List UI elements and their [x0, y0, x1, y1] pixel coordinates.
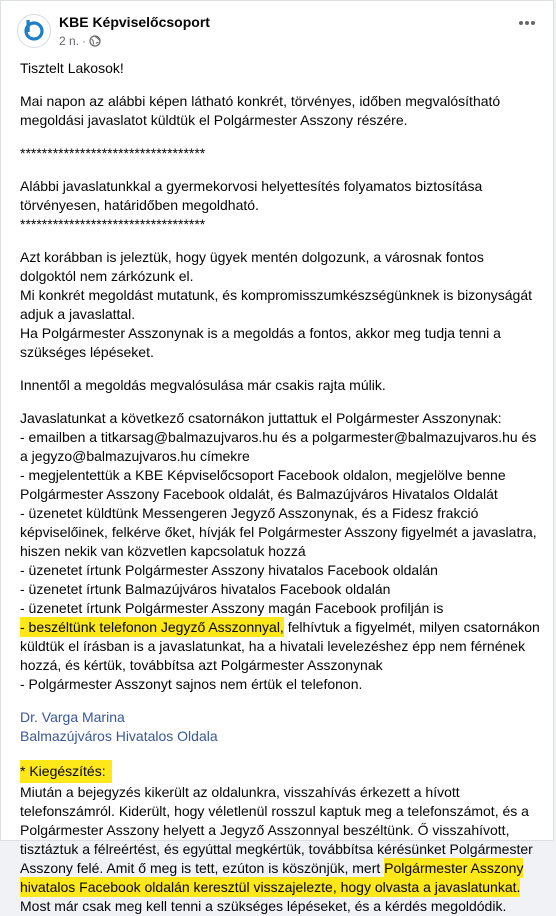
- page-avatar[interactable]: [17, 14, 51, 48]
- post-time-link[interactable]: 2 n.: [59, 34, 80, 48]
- proposal-paragraph: Alábbi javaslatunkkal a gyermekorvosi helyettesítés folyamatos biztosítása törvényesen, határidőben megoldható.: [20, 178, 483, 213]
- paragraph-1: Azt korábban is jeleztük, hogy ügyek mentén dolgozunk, a városnak fontos dolgoktól nem zárkózunk el. Mi konkrét megoldást mutatunk, és kompromisszumkészségünknek is bizonyságát adjuk a javaslattal. Ha Polgármester Asszonynak is a megoldás a fontos, akkor meg tudja tenni a szükséges lépéseket.: [20, 249, 532, 360]
- separator-stars: **********************************: [20, 145, 206, 161]
- channels-intro: Javaslatunkat a következő csatornákon juttattuk el Polgármester Asszonynak:: [20, 410, 502, 426]
- addendum-paragraph: [20, 783, 540, 916]
- tag-varga-marina-link[interactable]: Dr. Varga Marina: [20, 709, 125, 725]
- paragraph-2: Innentől a megoldás megvalósulása már csakis rajta múlik.: [20, 377, 386, 393]
- addendum-title: [20, 760, 540, 783]
- separator-stars-2: **********************************: [20, 216, 206, 232]
- phone-rest: felhívtuk a figyelmét, milyen csatornákon küldtük el írásban is a javaslatunkat, ha a hivatali levelezéshez épp nem férnének hozzá, és kértük, továbbítsa azt Polgármester Asszonynak: [20, 619, 540, 673]
- phone-item: [20, 618, 540, 675]
- kbe-logo-icon: [18, 15, 50, 47]
- greeting: Tisztelt Lakosok!: [20, 60, 124, 76]
- post-meta: [59, 34, 101, 50]
- phone-highlight: - beszéltünk telefonon Jegyző Asszonnyal,: [20, 619, 284, 635]
- addendum-text: Miután a bejegyzés kikerült az oldalunkra, visszahívás érkezett a hívott telefonszámról. Kiderült, hogy véletlenül rosszul kaptuk meg a telefonszámot, és a Polgármester Asszony helyett a Jegyző Asszonnyal beszéltünk. Ő visszahívott, tisztáztuk a félreértést, és egyúttal megkértük, továbbítsa kérésünket Polgármester Asszony felé. Amit ő meg is tett, ezúton is köszönjük, mert: [20, 784, 533, 876]
- tag-varga-marina: [20, 708, 540, 727]
- phone-last: - Polgármester Asszonyt sajnos nem értük el telefonon.: [20, 676, 363, 692]
- addendum-end: Most már csak meg kell tenni a szükséges lépéseket, és a kérdés megoldódik.: [20, 898, 507, 914]
- more-icon: [515, 13, 539, 33]
- tag-hivatalos-oldal-link[interactable]: Balmazújváros Hivatalos Oldala: [20, 728, 218, 744]
- addendum-highlight: Polgármester Asszony hivatalos Facebook oldalán keresztül visszajelezte, hogy olvasta a javaslatunkat.: [20, 860, 524, 895]
- intro-paragraph: Mai napon az alábbi képen látható konkrét, törvényes, időben megvalósítható megoldási javaslatot küldtük el Polgármester Asszony részére.: [20, 93, 501, 128]
- tag-hivatalos-oldal: [20, 727, 540, 746]
- addendum-title-highlight: * Kiegészítés:: [20, 760, 112, 783]
- meta-separator: ·: [82, 34, 87, 48]
- channels-list: - emailben a titkarsag@balmazujvaros.hu és a polgarmester@balmazujvaros.hu és a jegyzo@balmazujvaros.hu címekre - megjelentettük a KBE Képviselőcsoport Facebook oldalon, megjelölve benne Polgármester Asszony Facebook oldalát, és Balmazújváros Hivatalos Oldalát - üzenetet küldtünk Messengeren Jegyző Asszonynak, és a Fidesz frakció képviselőinek, felkérve őket, hívják fel Polgármester Asszony figyelmét a javaslatra, hiszen nekik van közvetlen kapcsolatuk hozzá - üzenetet írtunk Polgármester Asszony hivatalos Facebook oldalán - üzenetet írtunk Balmazújváros hivatalos Facebook oldalán - üzenetet írtunk Polgármester Asszony magán Facebook profilján is: [20, 429, 537, 616]
- post-text: [20, 59, 540, 916]
- more-options-button[interactable]: [515, 13, 539, 33]
- page-name-link[interactable]: KBE Képviselőcsoport: [59, 14, 210, 30]
- globe-icon[interactable]: [89, 35, 101, 50]
- post-header: [1, 1, 553, 57]
